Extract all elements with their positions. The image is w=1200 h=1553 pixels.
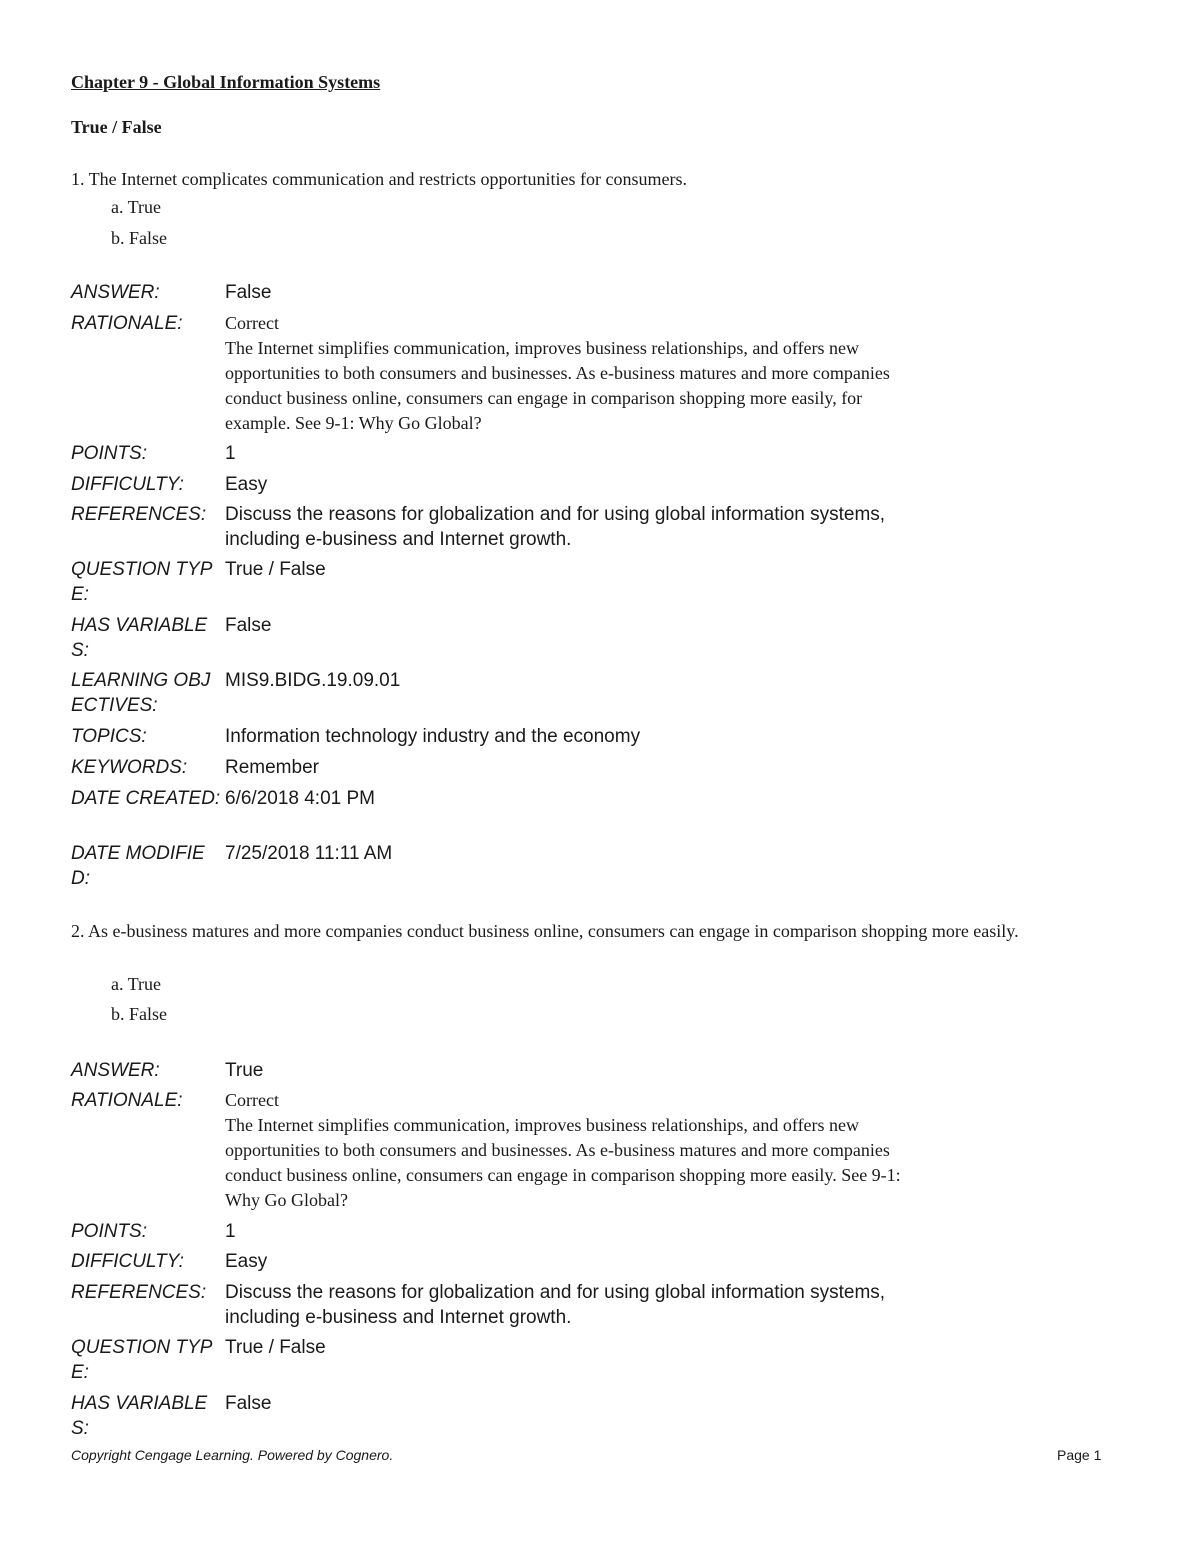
has-variables-value: False	[225, 1393, 272, 1414]
rationale-head: Correct	[225, 313, 279, 333]
points-value: 1	[225, 1221, 236, 1242]
question-type-value: True / False	[225, 559, 326, 580]
option-b: b. False	[111, 1004, 167, 1024]
answer-label: ANSWER:	[71, 1060, 160, 1081]
question-type-label: QUESTION TYPE:	[71, 1337, 213, 1383]
option-a: a. True	[111, 197, 162, 217]
learning-objectives-value: MIS9.BIDG.19.09.01	[225, 670, 401, 691]
difficulty-label: DIFFICULTY:	[71, 1251, 184, 1272]
rationale-label: RATIONALE:	[71, 313, 183, 334]
copyright-footer: Copyright Cengage Learning. Powered by Cognero.	[71, 1447, 394, 1463]
difficulty-value: Easy	[225, 1251, 268, 1272]
learning-objectives-label: LEARNING OBJECTIVES:	[71, 670, 211, 716]
difficulty-label: DIFFICULTY:	[71, 474, 184, 495]
topics-label: TOPICS:	[71, 726, 147, 747]
references-value: Discuss the reasons for globalization and for using global information systems, including e-business and Internet growth.	[225, 1282, 886, 1328]
points-value: 1	[225, 443, 236, 464]
page-number: Page 1	[1057, 1447, 1102, 1463]
rationale-body: The Internet simplifies communication, improves business relationships, and offers new opportunities to both consumers and businesses. As e-business matures and more companies conduct business online, consumers can engage in comparison shopping more easily. See 9-1: Why Go Global?	[225, 1115, 901, 1210]
has-variables-label: HAS VARIABLES:	[71, 1393, 208, 1439]
rationale-body: The Internet simplifies communication, improves business relationships, and offers new opportunities to both consumers and businesses. As e-business matures and more companies conduct business online, consumers can engage in comparison shopping more easily, for example. See 9-1: Why Go Global?	[225, 338, 890, 433]
date-modified-label: DATE MODIFIED:	[71, 843, 205, 889]
rationale-head: Correct	[225, 1090, 279, 1110]
question-type-value: True / False	[225, 1337, 326, 1358]
points-label: POINTS:	[71, 443, 148, 464]
answer-value: True	[225, 1060, 264, 1081]
section-heading: True / False	[71, 117, 162, 137]
question-type-label: QUESTION TYPE:	[71, 559, 213, 605]
has-variables-label: HAS VARIABLES:	[71, 615, 208, 661]
references-value: Discuss the reasons for globalization and for using global information systems, including e-business and Internet growth.	[225, 504, 886, 550]
option-b: b. False	[111, 228, 167, 248]
answer-label: ANSWER:	[71, 282, 160, 303]
keywords-value: Remember	[225, 757, 319, 778]
references-label: REFERENCES:	[71, 1282, 207, 1303]
question-text: 2. As e-business matures and more companies conduct business online, consumers can engage in comparison shopping more easily.	[71, 921, 1019, 941]
date-created-value: 6/6/2018 4:01 PM	[225, 788, 375, 809]
chapter-title: Chapter 9 - Global Information Systems	[71, 72, 381, 92]
answer-value: False	[225, 282, 272, 303]
date-created-label: DATE CREATED:	[71, 788, 221, 809]
date-modified-value: 7/25/2018 11:11 AM	[225, 843, 393, 864]
question-text: 1. The Internet complicates communication and restricts opportunities for consumers.	[71, 169, 687, 189]
references-label: REFERENCES:	[71, 504, 207, 525]
points-label: POINTS:	[71, 1221, 148, 1242]
keywords-label: KEYWORDS:	[71, 757, 188, 778]
rationale-label: RATIONALE:	[71, 1090, 183, 1111]
has-variables-value: False	[225, 615, 272, 636]
difficulty-value: Easy	[225, 474, 268, 495]
option-a: a. True	[111, 974, 162, 994]
topics-value: Information technology industry and the economy	[225, 726, 641, 747]
